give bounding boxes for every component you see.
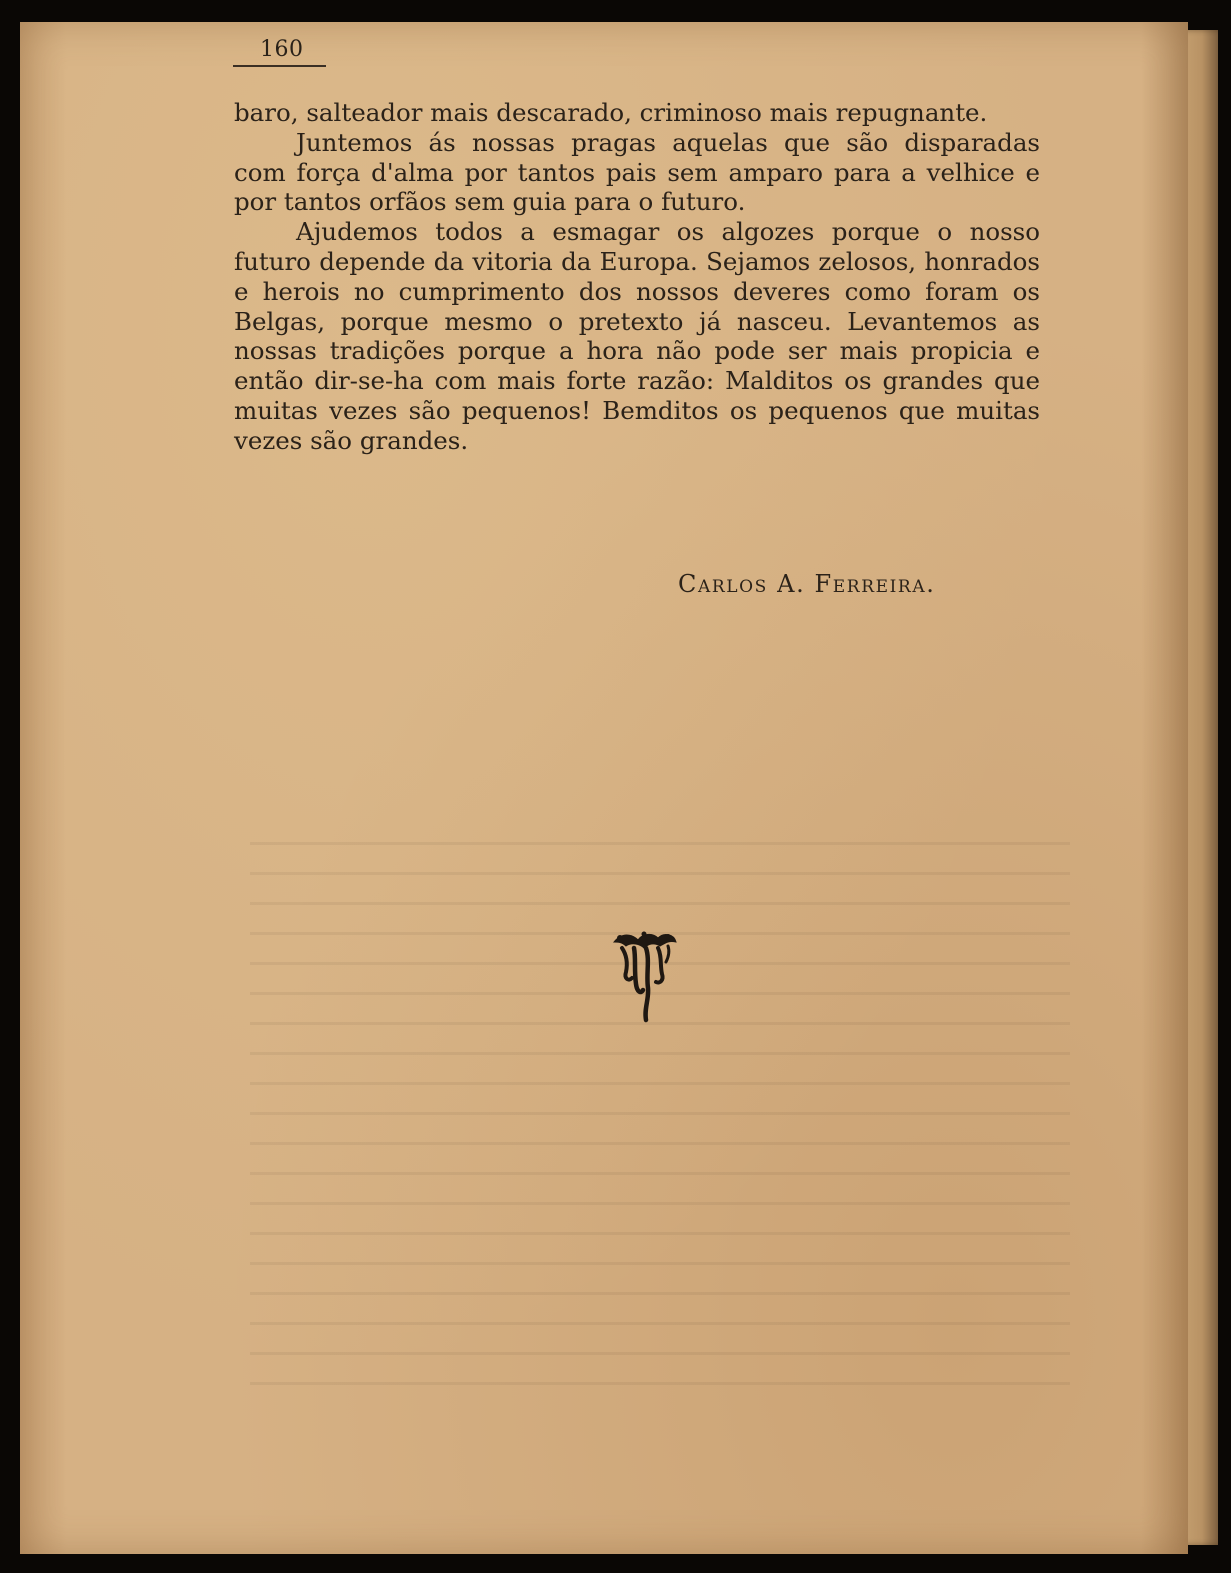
body-text [234,98,1040,456]
floral-tailpiece-icon [608,928,680,1024]
paragraph: Juntemos ás nossas pragas aquelas que são disparadas com força d'alma por tantos pais sem amparo para a velhice e por tantos orfãos sem guia para o futuro. [234,127,1040,217]
header-rule [233,65,326,67]
page-number: 160 [260,37,304,62]
paragraph-continuation: baro, salteador mais descarado, criminoso mais repugnante. [234,98,988,127]
author-signature: Carlos A. Ferreira. [678,570,936,598]
paragraph: Ajudemos todos a esmagar os algozes porque o nosso futuro depende da vitoria da Europa. Sejamos zelosos, honrados e herois no cumprimento dos nossos deveres como foram os Belgas, porque mesmo o pretexto já nasceu. Levantemos as nossas tradições porque a hora não pode ser mais propicia e então dir-se-ha com mais forte razão: Malditos os grandes que muitas vezes são pequenos! Bemditos os pequenos que muitas vezes são grandes. [234,217,1040,455]
show-through-texture [250,842,1070,1402]
